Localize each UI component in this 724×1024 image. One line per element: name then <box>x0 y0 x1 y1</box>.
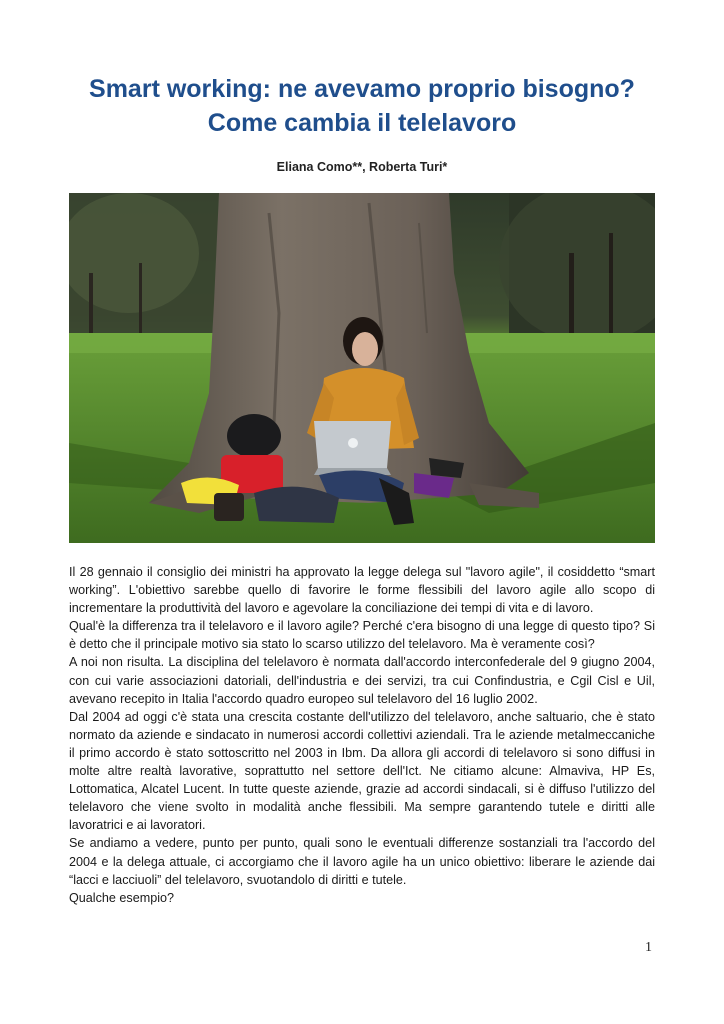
paragraph: Qualche esempio? <box>69 890 175 905</box>
photo-woman-laptop-under-tree <box>69 193 655 543</box>
paragraph: Qual'è la differenza tra il telelavoro e il lavoro agile? Perché c'era bisogno di una legge di questo tipo? Si è detto che il principale motivo sia stato lo scarso utilizzo del telelavoro. Ma è veramente così? <box>69 619 655 652</box>
article-body <box>69 563 655 907</box>
paragraph: Dal 2004 ad oggi c'è stata una crescita costante dell'utilizzo del telelavoro, anche saltuario, che è stato normato da aziende e sindacato in numerosi accordi collettivi aziendali. Tra le aziende metalmeccaniche il primo accordo è stato sottoscritto nel 2003 in Ibm. Da allora gli accordi di telelavoro si sono diffusi in molte altre realtà lavorative, soprattutto nel settore dell'Ict. Ne citiamo alcune: Almaviva, HP Es, Lottomatica, Alcatel Lucent. In tutte queste aziende, grazie ad accordi sindacali, si è diffuso l'utilizzo del telelavoro che viene svolto in modalità anche flessibili. Ma sempre garantendo tutele e diritti alle lavoratrici e ai lavoratori. <box>69 709 655 833</box>
paragraph: Il 28 gennaio il consiglio dei ministri ha approvato la legge delega sul "lavoro agile", il cosiddetto “smart working”. L'obiettivo sarebbe quello di favorire le forme flessibili del lavoro agile allo scopo di incrementare la produttività del lavoro e agevolare la conciliazione dei tempi di vita e di lavoro. <box>69 565 655 616</box>
photo-illustration <box>69 193 655 543</box>
authors: Eliana Como**, Roberta Turi* <box>276 160 448 174</box>
title-line-2: Come cambia il telelavoro <box>207 109 517 137</box>
paragraph: Se andiamo a vedere, punto per punto, quali sono le eventuali differenze sostanziali tra l'accordo del 2004 e la delega attuale, ci accorgiamo che il lavoro agile ha un unico obiettivo: liberare le aziende dai “lacci e lacciuoli” del telelavoro, svuotandolo di diritti e tutele. <box>69 836 655 887</box>
title-line-1: Smart working: ne avevamo proprio bisogno? <box>89 75 635 103</box>
page-number: 1 <box>645 940 652 955</box>
paragraph: A noi non risulta. La disciplina del telelavoro è normata dall'accordo interconfederale del 9 giugno 2004, con cui varie associazioni datoriali, dell'industria e dei servizi, tra cui Confindustria, e Cgil Cisl e Uil, avevano recepito in Italia l'accordo quadro europeo sul telelavoro del 16 luglio 2002. <box>69 655 655 706</box>
document-title <box>40 72 684 140</box>
